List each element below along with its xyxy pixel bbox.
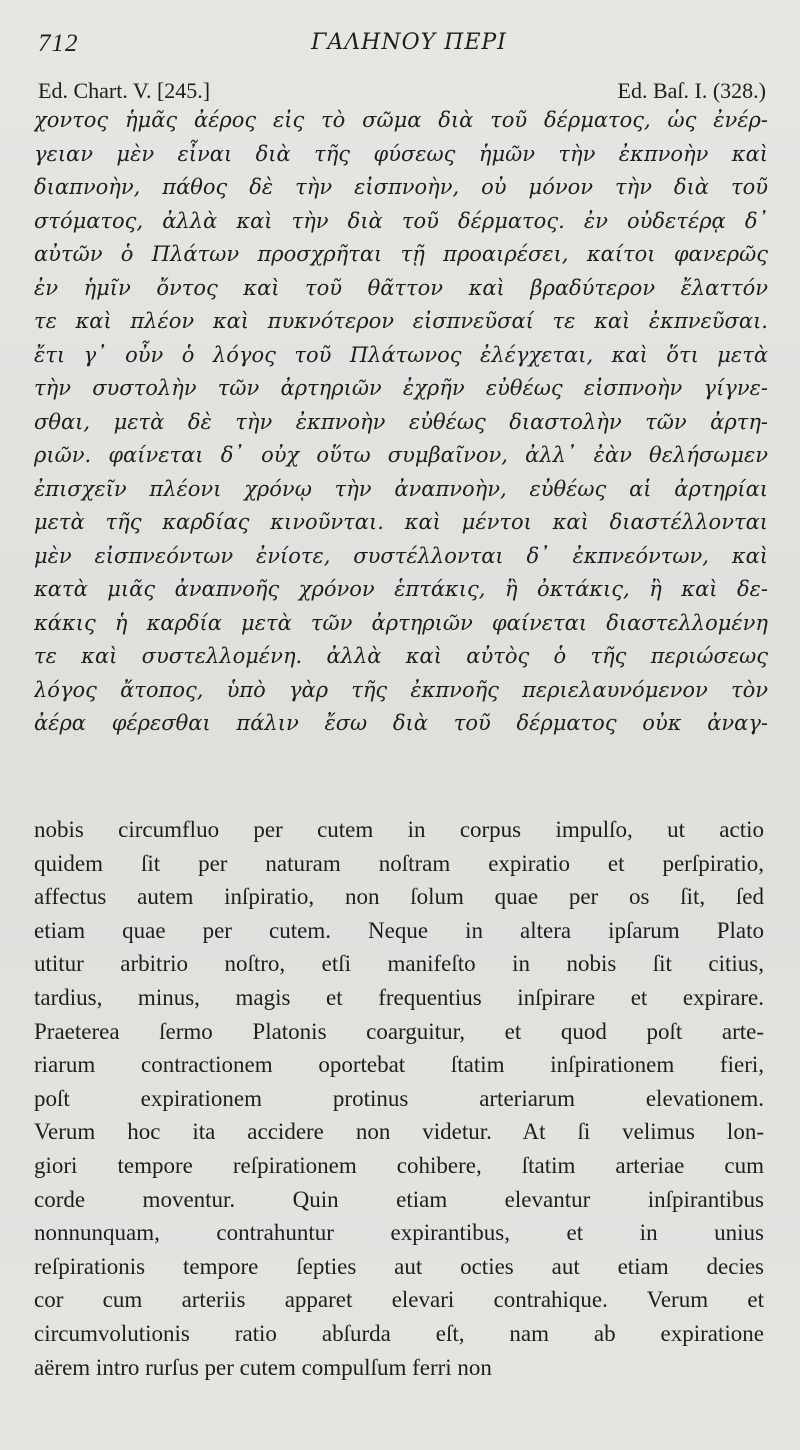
greek-line: κατὰ μιᾶς ἀναπνοῆς χρόνον ἑπτάκις, ἢ ὀκτάκις, ἢ καὶ δε- (34, 577, 768, 601)
latin-line: circumvolutionis ratio abſurda eſt, nam ab expiratione (34, 1320, 764, 1346)
latin-line: nobis circumfluo per cutem in corpus impulſo, ut actio (34, 817, 764, 842)
edition-reference-chartier: Ed. Chart. V. [245.] (38, 78, 211, 103)
latin-line: cor cum arteriis apparet elevari contrahique. Verum et (34, 1287, 764, 1313)
page-number: 712 (38, 30, 79, 57)
greek-line: αὐτῶν ὁ Πλάτων προσχρῆται τῇ προαιρέσει, καίτοι φανερῶς (34, 242, 768, 266)
greek-line: σθαι, μετὰ δὲ τὴν ἐκπνοὴν εὐθέως διαστολὴν τῶν ἀρτη- (34, 409, 768, 434)
latin-line: nonnunquam, contrahuntur expirantibus, et in unius (34, 1220, 764, 1246)
greek-line: γειαν μὲν εἶναι διὰ τῆς φύσεως ἡμῶν τὴν ἐκπνοὴν καὶ (34, 141, 768, 166)
greek-line: κάκις ἡ καρδία μετὰ τῶν ἀρτηριῶν φαίνεται διαστελλομένη (34, 610, 768, 635)
greek-line: τὴν συστολὴν τῶν ἀρτηριῶν ἐχρῆν εὐθέως εἰσπνοὴν γίγνε- (34, 376, 768, 400)
greek-line: ἀέρα φέρεσθαι πάλιν ἔσω διὰ τοῦ δέρματος οὐκ ἀναγ- (34, 711, 768, 735)
latin-line: etiam quae per cutem. Neque in altera ipſarum Plato (34, 917, 764, 943)
greek-line: ἔτι γ᾽ οὖν ὁ λόγος τοῦ Πλάτωνος ἐλέγχεται, καὶ ὅτι μετὰ (34, 342, 768, 367)
latin-line: quidem ſit per naturam noſtram expiratio et perſpiratio, (34, 850, 764, 876)
greek-line: τε καὶ πλέον καὶ πυκνότερον εἰσπνεῦσαί τε καὶ ἐκπνεῦσαι. (34, 309, 768, 333)
edition-reference-line (38, 78, 766, 106)
latin-line: Praeterea ſermo Platonis coarguitur, et quod poſt arte- (34, 1018, 764, 1044)
greek-line: στόματος, ἀλλὰ καὶ τὴν διὰ τοῦ δέρματος. ἐν οὐδετέρᾳ δ᾽ (34, 208, 768, 233)
greek-line: τε καὶ συστελλομένη. ἀλλὰ καὶ αὐτὸς ὁ τῆς περιώσεως (34, 644, 768, 668)
greek-line: λόγος ἄτοπος, ὑπὸ γὰρ τῆς ἐκπνοῆς περιελαυνόμενον τὸν (34, 677, 768, 702)
latin-line: poſt expirationem protinus arteriarum elevationem. (34, 1085, 764, 1111)
latin-line: Verum hoc ita accidere non videtur. At ſi velimus lon- (34, 1119, 764, 1145)
greek-line: ἐπισχεῖν πλέονι χρόνῳ τὴν ἀναπνοὴν, εὐθέως αἱ ἀρτηρίαι (34, 476, 768, 501)
greek-line: μὲν εἰσπνεόντων ἐνίοτε, συστέλλονται δ᾽ ἐκπνεόντων, καὶ (34, 543, 768, 568)
greek-text-block (34, 104, 768, 741)
greek-line: ἐν ἡμῖν ὄντος καὶ τοῦ θᾶττον καὶ βραδύτερον ἔλαττόν (34, 275, 768, 300)
latin-line: riarum contractionem oportebat ſtatim inſpirationem fieri, (34, 1052, 764, 1078)
page-header (38, 26, 780, 62)
latin-text-block (34, 813, 764, 1384)
edition-reference-basel: Ed. Baſ. I. (328.) (617, 78, 766, 103)
latin-line: aërem intro rurſus per cutem compulſum ferri non (34, 1354, 492, 1380)
latin-line: utitur arbitrio noſtro, etſi manifeſto in nobis ſit citius, (34, 951, 764, 977)
latin-line: tardius, minus, magis et frequentius inſpirare et expirare. (34, 984, 764, 1010)
greek-line: μετὰ τῆς καρδίας κινοῦνται. καὶ μέντοι καὶ διαστέλλονται (34, 510, 768, 534)
latin-line: corde moventur. Quin etiam elevantur inſpirantibus (34, 1186, 764, 1212)
running-title: ΓΑΛΗΝΟΥ ΠΕΡΙ (311, 30, 507, 55)
latin-line: reſpirationis tempore ſepties aut octies aut etiam decies (34, 1253, 764, 1279)
greek-line: χοντος ἡμᾶς ἀέρος εἰς τὸ σῶμα διὰ τοῦ δέρματος, ὡς ἐνέρ- (34, 108, 768, 132)
greek-line: διαπνοὴν, πάθος δὲ τὴν εἰσπνοὴν, οὐ μόνον τὴν διὰ τοῦ (34, 175, 768, 199)
latin-line: giori tempore reſpirationem cohibere, ſtatim arteriae cum (34, 1152, 764, 1178)
latin-line: affectus autem inſpiratio, non ſolum quae per os ſit, ſed (34, 884, 764, 910)
greek-line: ριῶν. φαίνεται δ᾽ οὐχ οὕτω συμβαῖνον, ἀλλ᾽ ἐὰν θελήσωμεν (34, 443, 768, 467)
